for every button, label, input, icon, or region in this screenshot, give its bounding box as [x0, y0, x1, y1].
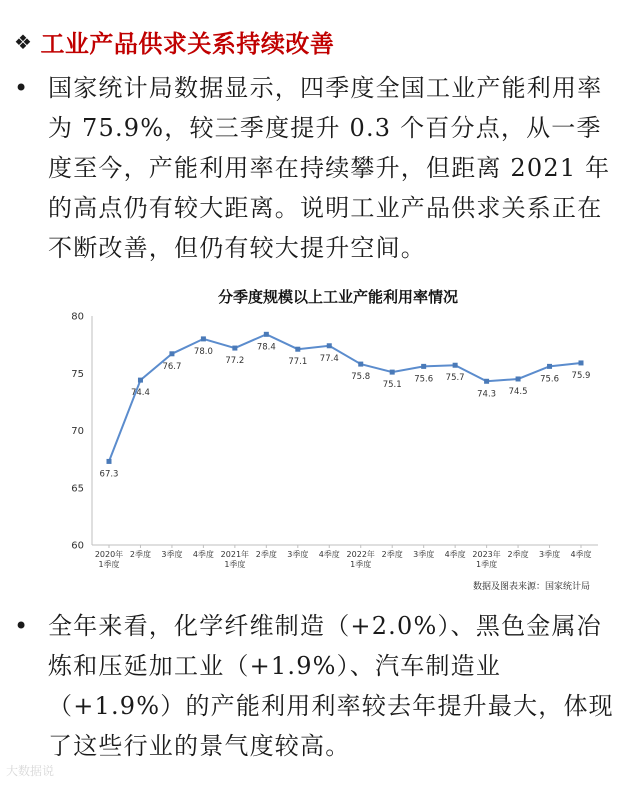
y-tick-label: 60 — [71, 540, 84, 552]
data-point — [264, 332, 269, 337]
data-label: 74.3 — [477, 389, 497, 400]
data-label: 74.4 — [130, 388, 150, 399]
data-point — [107, 459, 112, 464]
data-point — [169, 351, 174, 356]
x-tick-label: 2季度 — [507, 550, 529, 559]
series-line — [109, 334, 581, 461]
section-heading — [14, 24, 334, 59]
bullet-dot-icon: • — [14, 74, 30, 102]
data-label: 76.7 — [162, 361, 182, 372]
data-label: 78.0 — [193, 346, 213, 357]
x-tick-label: 1季度 — [350, 560, 372, 569]
data-label: 75.1 — [382, 380, 402, 391]
x-tick-label: 2023年 — [472, 550, 501, 559]
chart-svg — [58, 286, 618, 596]
x-tick-label: 4季度 — [444, 550, 466, 559]
chart — [58, 286, 618, 596]
y-tick-label: 80 — [71, 311, 84, 323]
watermark: 大数据说 — [6, 764, 55, 778]
data-point — [232, 346, 237, 351]
data-point — [358, 362, 363, 367]
bullet-paragraph-1 — [14, 68, 626, 268]
x-tick-label: 1季度 — [476, 560, 498, 569]
data-point — [138, 378, 143, 383]
bullet-paragraph-2 — [14, 606, 626, 766]
bullet-text-2: 全年来看，化学纤维制造（+2.0%）、黑色金属冶炼和压延加工业（+1.9%）、汽车制造业（+1.9%）的产能利用利率较去年提升最大，体现了这些行业的景气度较高。 — [48, 612, 614, 760]
x-tick-label: 2021年 — [220, 550, 250, 559]
data-label: 75.6 — [540, 374, 560, 385]
data-point — [516, 376, 521, 381]
x-tick-label: 2季度 — [129, 550, 152, 559]
x-tick-label: 3季度 — [287, 550, 309, 559]
bullet-text-1: 国家统计局数据显示，四季度全国工业产能利用率为 75.9%，较三季度提升 0.3 个百分点，从一季度至今，产能利用率在持续攀升，但距离 2021 年的高点仍有较大距离。说明工业产品供求关系正在不断改善，但仍有较大提升空间。 — [48, 74, 611, 262]
data-point — [484, 379, 489, 384]
data-point — [547, 364, 552, 369]
x-tick-label: 4季度 — [192, 550, 214, 559]
data-point — [421, 364, 426, 369]
heading-text: 工业产品供求关系持续改善 — [40, 30, 335, 58]
x-tick-label: 2020年 — [94, 550, 124, 559]
x-tick-label: 3季度 — [161, 550, 183, 559]
data-point — [327, 343, 332, 348]
bullet-dot-icon: • — [14, 612, 30, 640]
x-tick-label: 4季度 — [318, 550, 340, 559]
x-tick-label: 4季度 — [570, 550, 592, 559]
x-tick-label: 1季度 — [224, 560, 246, 569]
chart-title: 分季度规模以上工业产能利用率情况 — [217, 288, 458, 306]
data-label: 74.5 — [508, 386, 528, 397]
data-point — [390, 370, 395, 375]
data-point — [201, 336, 206, 341]
data-point — [295, 347, 300, 352]
data-label: 78.4 — [256, 342, 276, 353]
data-label: 77.4 — [319, 353, 339, 364]
data-point — [579, 360, 584, 365]
x-tick-label: 2季度 — [381, 550, 403, 559]
data-label: 75.9 — [571, 370, 591, 381]
y-tick-label: 70 — [71, 426, 84, 437]
y-tick-label: 65 — [71, 483, 84, 495]
x-tick-label: 1季度 — [98, 560, 120, 569]
data-label: 77.2 — [225, 356, 245, 367]
x-tick-label: 3季度 — [413, 550, 435, 559]
x-tick-label: 2022年 — [346, 550, 375, 559]
data-label: 67.3 — [99, 469, 119, 480]
x-tick-label: 2季度 — [255, 550, 277, 559]
data-label: 75.7 — [445, 373, 465, 384]
y-tick-label: 75 — [71, 368, 84, 380]
data-label: 75.8 — [351, 372, 371, 383]
data-point — [453, 363, 458, 368]
x-tick-label: 3季度 — [538, 550, 561, 559]
data-label: 77.1 — [288, 357, 308, 368]
data-label: 75.6 — [414, 374, 434, 385]
chart-source: 数据及图表来源：国家统计局 — [472, 582, 590, 592]
diamond-bullet-icon: ❖ — [14, 29, 33, 54]
